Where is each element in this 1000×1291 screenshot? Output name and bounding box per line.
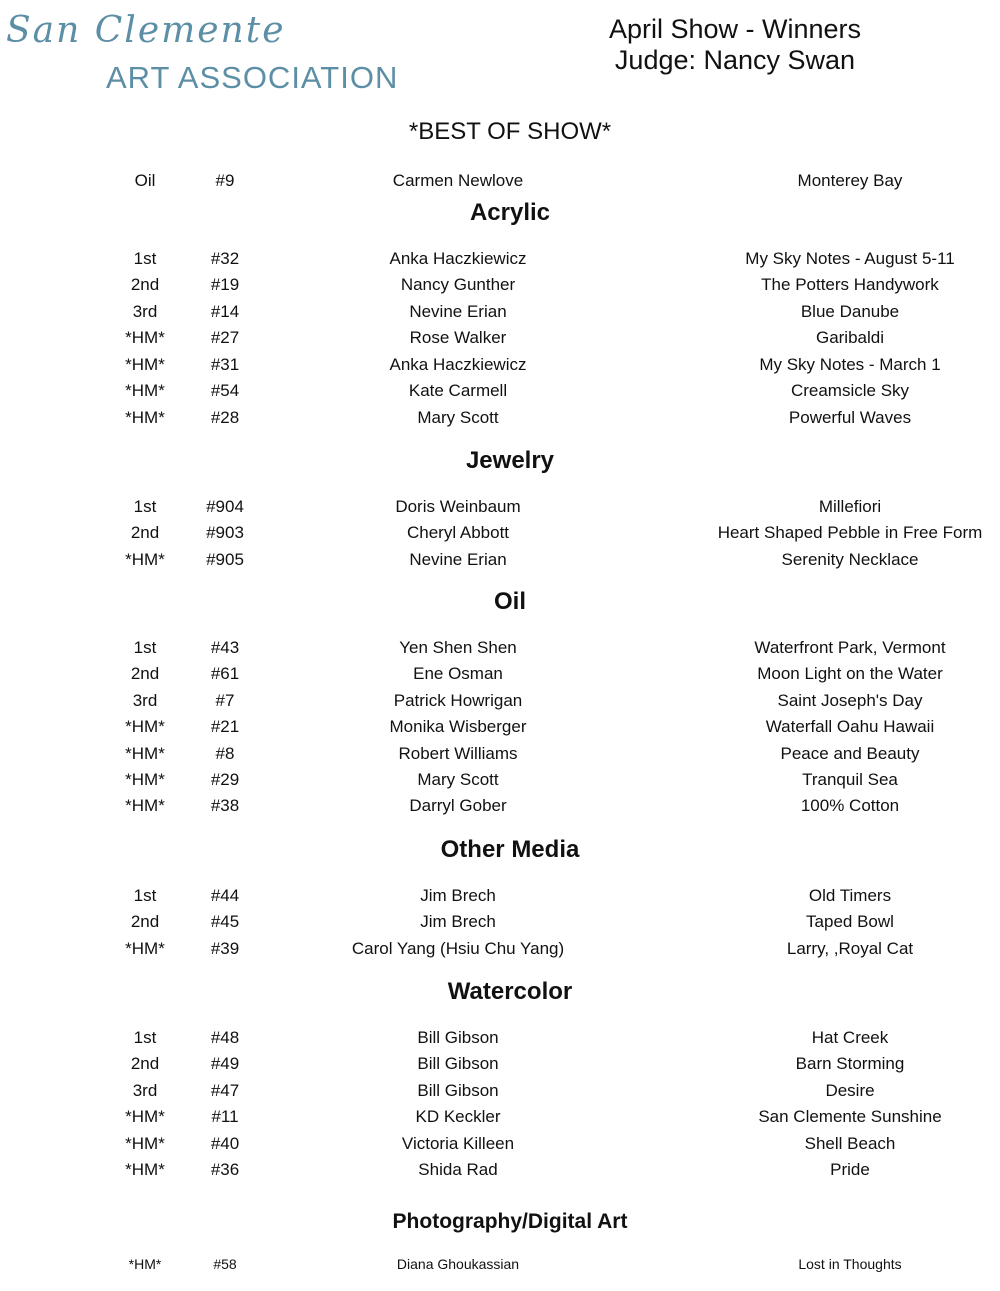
entry-number: #27 <box>210 328 240 347</box>
entry-place: *HM* <box>125 550 165 569</box>
entry-artist: Shida Rad <box>418 1160 498 1179</box>
entry-place: *HM* <box>125 381 165 400</box>
table-row <box>0 381 1000 405</box>
entry-title: Waterfall Oahu Hawaii <box>765 717 935 736</box>
entry-place: 1st <box>133 497 157 516</box>
entry-artist: Nevine Erian <box>409 550 507 569</box>
entry-artist: Rose Walker <box>409 328 507 347</box>
entry-title: Larry, ,Royal Cat <box>786 939 914 958</box>
entry-artist: Anka Haczkiewicz <box>389 249 527 268</box>
entry-artist: Doris Weinbaum <box>395 497 521 516</box>
entry-title: Moon Light on the Water <box>757 664 943 683</box>
section-heading-jewelry: Jewelry <box>465 447 555 474</box>
entry-number: #48 <box>210 1028 240 1047</box>
entry-title: Creamsicle Sky <box>790 381 910 400</box>
entry-place: Oil <box>134 171 156 190</box>
section-heading-oil: Oil <box>493 588 526 615</box>
table-row <box>0 1081 1000 1105</box>
table-row <box>0 796 1000 820</box>
table-row <box>0 1160 1000 1184</box>
entry-title: My Sky Notes - March 1 <box>759 355 941 374</box>
table-row <box>0 1028 1000 1052</box>
entry-place: *HM* <box>125 355 165 374</box>
table-row <box>0 717 1000 741</box>
entry-title: Tranquil Sea <box>802 770 898 789</box>
page-title: April Show - Winners <box>608 14 862 44</box>
table-row <box>0 408 1000 432</box>
entry-title: Old Timers <box>808 886 892 905</box>
entry-title: Hat Creek <box>811 1028 889 1047</box>
entry-number: #40 <box>210 1134 240 1153</box>
entry-artist: Cheryl Abbott <box>406 523 510 542</box>
entry-artist: Yen Shen Shen <box>399 638 517 657</box>
entry-title: Pride <box>830 1160 870 1179</box>
entry-title: Taped Bowl <box>806 912 894 931</box>
entry-artist: Jim Brech <box>420 886 496 905</box>
entry-number: #32 <box>210 249 240 268</box>
table-row <box>0 302 1000 326</box>
entry-title: Waterfront Park, Vermont <box>754 638 946 657</box>
entry-artist: Nevine Erian <box>409 302 507 321</box>
entry-number: #31 <box>210 355 240 374</box>
entry-place: 1st <box>133 249 157 268</box>
entry-artist: Kate Carmell <box>408 381 508 400</box>
entry-number: #28 <box>210 408 240 427</box>
entry-artist: Monika Wisberger <box>389 717 527 736</box>
entry-place: *HM* <box>125 744 165 763</box>
table-row <box>0 523 1000 547</box>
table-row <box>0 912 1000 936</box>
entry-artist: Nancy Gunther <box>400 275 516 294</box>
entry-number: #61 <box>210 664 240 683</box>
entry-title: San Clemente Sunshine <box>758 1107 942 1126</box>
table-row <box>0 328 1000 352</box>
table-row <box>0 550 1000 574</box>
entry-number: #904 <box>206 497 244 516</box>
entry-artist: Victoria Killeen <box>401 1134 515 1153</box>
entry-place: 1st <box>133 1028 157 1047</box>
entry-title: Barn Storming <box>795 1054 905 1073</box>
entry-place: *HM* <box>125 796 165 815</box>
entry-place: *HM* <box>125 717 165 736</box>
best-of-show-row <box>0 171 1000 195</box>
section-heading-acrylic: Acrylic <box>469 199 551 226</box>
table-row <box>0 744 1000 768</box>
entry-title: Saint Joseph's Day <box>777 691 923 710</box>
entry-place: *HM* <box>125 770 165 789</box>
entry-title: My Sky Notes - August 5-11 <box>745 249 955 268</box>
entry-place: 2nd <box>130 912 160 931</box>
entry-title: Garibaldi <box>815 328 885 347</box>
table-row <box>0 355 1000 379</box>
entry-title: Shell Beach <box>804 1134 896 1153</box>
entry-number: #39 <box>210 939 240 958</box>
entry-artist: Bill Gibson <box>417 1028 499 1047</box>
entry-artist: Robert Williams <box>398 744 518 763</box>
entry-place: *HM* <box>128 1256 162 1272</box>
table-row <box>0 1054 1000 1078</box>
entry-title: 100% Cotton <box>800 796 900 815</box>
entry-title: Serenity Necklace <box>781 550 919 569</box>
entry-number: #8 <box>215 744 235 763</box>
entry-place: *HM* <box>125 939 165 958</box>
entry-number: #38 <box>210 796 240 815</box>
entry-artist: Carmen Newlove <box>392 171 524 190</box>
entry-number: #11 <box>211 1107 239 1126</box>
entry-title: Millefiori <box>818 497 882 516</box>
judge-line: Judge: Nancy Swan <box>614 45 856 75</box>
entry-title: Desire <box>825 1081 875 1100</box>
entry-place: 2nd <box>130 1054 160 1073</box>
entry-number: #54 <box>210 381 240 400</box>
entry-number: #9 <box>215 171 235 190</box>
entry-number: #19 <box>210 275 240 294</box>
table-row <box>0 664 1000 688</box>
table-row <box>0 770 1000 794</box>
entry-place: 2nd <box>130 664 160 683</box>
entry-place: *HM* <box>125 328 165 347</box>
entry-place: 2nd <box>130 523 160 542</box>
entry-number: #36 <box>210 1160 240 1179</box>
section-heading-other-media: Other Media <box>440 836 580 863</box>
table-row <box>0 886 1000 910</box>
entry-artist: Darryl Gober <box>409 796 507 815</box>
table-row <box>0 275 1000 299</box>
entry-number: #47 <box>210 1081 240 1100</box>
entry-place: *HM* <box>125 1160 165 1179</box>
entry-place: *HM* <box>125 1107 165 1126</box>
entry-number: #905 <box>206 550 244 569</box>
association-logo <box>0 0 400 100</box>
entry-number: #49 <box>210 1054 240 1073</box>
entry-place: *HM* <box>125 408 165 427</box>
entry-place: 1st <box>133 638 157 657</box>
table-row <box>0 691 1000 715</box>
entry-title: The Potters Handywork <box>761 275 939 294</box>
entry-artist: Diana Ghoukassian <box>396 1256 520 1272</box>
entry-artist: Jim Brech <box>420 912 496 931</box>
entry-number: #903 <box>206 523 244 542</box>
entry-number: #45 <box>210 912 240 931</box>
entry-artist: KD Keckler <box>415 1107 501 1126</box>
table-row <box>0 1256 1000 1280</box>
entry-title: Lost in Thoughts <box>798 1256 902 1272</box>
table-row <box>0 1134 1000 1158</box>
entry-number: #14 <box>210 302 240 321</box>
entry-artist: Anka Haczkiewicz <box>389 355 527 374</box>
table-row <box>0 939 1000 963</box>
entry-number: #21 <box>210 717 240 736</box>
entry-title: Heart Shaped Pebble in Free Form <box>717 523 983 542</box>
entry-artist: Bill Gibson <box>417 1054 499 1073</box>
entry-place: 3rd <box>132 302 158 321</box>
entry-number: #29 <box>210 770 240 789</box>
entry-place: 2nd <box>130 275 160 294</box>
table-row <box>0 1107 1000 1131</box>
entry-artist: Bill Gibson <box>417 1081 499 1100</box>
entry-place: *HM* <box>125 1134 165 1153</box>
entry-artist: Mary Scott <box>417 408 499 427</box>
logo-association-text: ART ASSOCIATION <box>106 60 399 95</box>
entry-place: 3rd <box>132 1081 158 1100</box>
entry-artist: Patrick Howrigan <box>393 691 523 710</box>
entry-artist: Mary Scott <box>417 770 499 789</box>
entry-title: Blue Danube <box>800 302 900 321</box>
section-heading-watercolor: Watercolor <box>447 978 573 1005</box>
logo-script-text: San Clemente <box>6 10 286 51</box>
entry-artist: Ene Osman <box>413 664 503 683</box>
entry-title: Monterey Bay <box>797 171 903 190</box>
section-heading-photography-digital-art: Photography/Digital Art <box>392 1210 628 1233</box>
table-row <box>0 638 1000 662</box>
entry-number: #7 <box>215 691 235 710</box>
best-of-show-heading: *BEST OF SHOW* <box>408 118 612 145</box>
entry-title: Powerful Waves <box>788 408 912 427</box>
entry-place: 3rd <box>132 691 158 710</box>
entry-number: #43 <box>210 638 240 657</box>
table-row <box>0 249 1000 273</box>
entry-place: 1st <box>133 886 157 905</box>
entry-title: Peace and Beauty <box>780 744 920 763</box>
entry-artist: Carol Yang (Hsiu Chu Yang) <box>351 939 565 958</box>
entry-number: #58 <box>213 1256 237 1272</box>
table-row <box>0 497 1000 521</box>
entry-number: #44 <box>210 886 240 905</box>
